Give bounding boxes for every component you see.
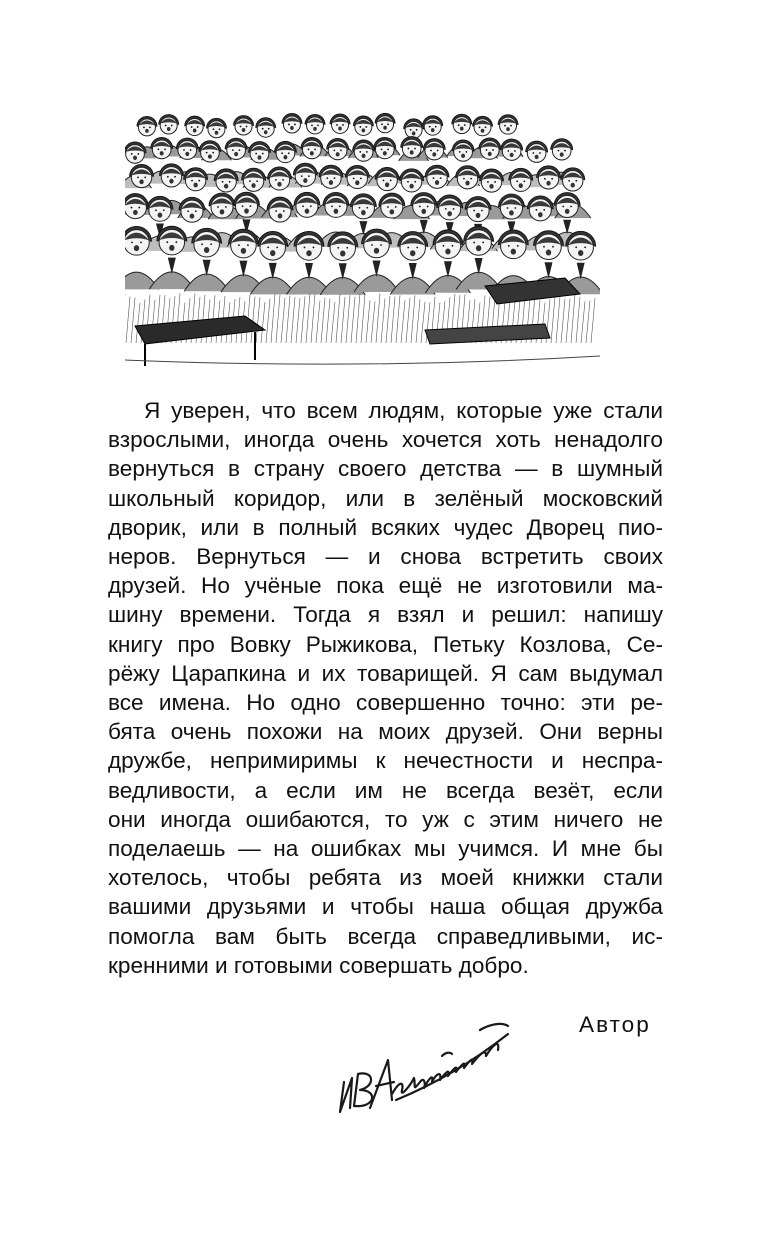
text-line: вашими друзьями и чтобы наша общая дружба xyxy=(108,894,663,920)
text-line: неров. Вернуться — и снова встретить своих xyxy=(108,544,663,570)
author-label: Автор xyxy=(579,1012,651,1037)
text-line: дворик, или в полный всяких чудес Дворец пио- xyxy=(108,514,663,540)
text-line: школьный коридор, или в зелёный московский xyxy=(108,485,663,511)
text-line: Я уверен, что всем людям, которые уже стали xyxy=(144,398,663,423)
text-line: помогла вам быть всегда справедливыми, ис- xyxy=(108,923,663,949)
text-line: все имена. Но одно совершенно точно: эти ре- xyxy=(108,690,663,716)
text-line: кренними и готовыми совершать добро. xyxy=(108,952,529,978)
illustration-drawing xyxy=(125,98,600,370)
signature-icon xyxy=(330,990,530,1120)
text-line: рёжу Царапкина и их товарищей. Я сам выдумал xyxy=(108,660,663,686)
text-line: ведливости, а если им не всегда везёт, если xyxy=(108,777,663,803)
text-line: поделаешь — на ошибках мы учимся. И мне бы xyxy=(108,836,663,862)
text-line: взрослыми, иногда очень хочется хоть ненадолго xyxy=(108,427,663,453)
text-line: они иногда ошибаются, то уж с этим ничего не xyxy=(108,806,663,832)
children-choir-illustration xyxy=(125,98,600,370)
text-line: бята очень похожи на моих друзей. Они верны xyxy=(108,719,663,745)
text-line: вернуться в страну своего детства — в шумный xyxy=(108,456,663,482)
text-line: шину времени. Тогда я взял и решил: напишу xyxy=(108,602,663,628)
text-line: хотелось, чтобы ребята из моей книжки стали xyxy=(108,865,663,891)
body-text xyxy=(108,396,663,980)
text-line: дружбе, непримиримы к нечестности и неспра- xyxy=(108,748,663,774)
text-line: друзей. Но учёные пока ещё не изготовили ма- xyxy=(108,573,663,599)
text-line: книгу про Вовку Рыжикова, Петьку Козлова, Се- xyxy=(108,631,663,657)
